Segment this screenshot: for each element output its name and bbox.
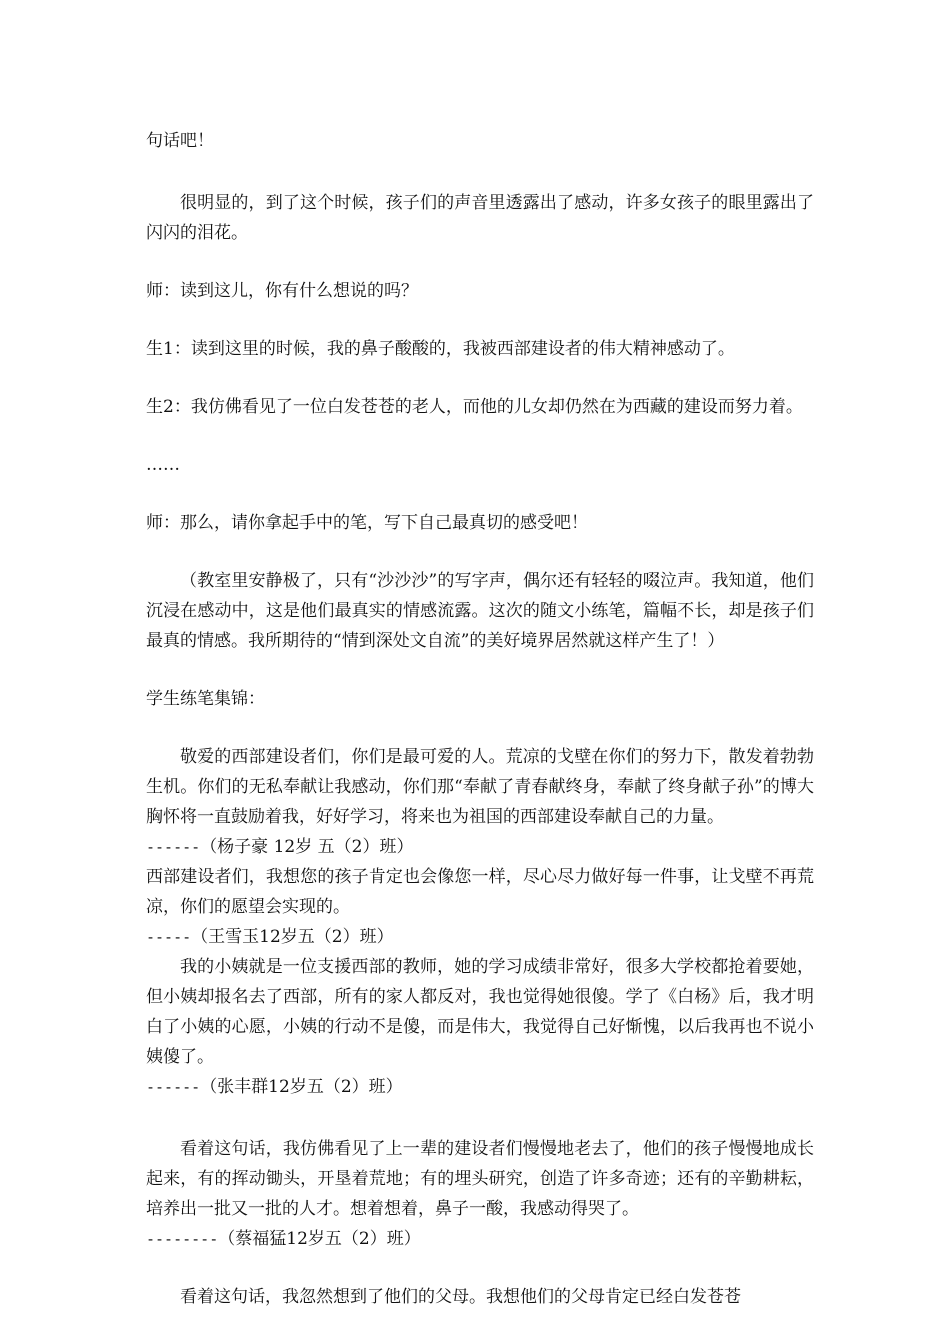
paragraph-1: 句话吧！ [146, 131, 214, 151]
signature-1-text: （杨子豪 12岁 五（2）班） [200, 837, 414, 857]
paragraph-4: 生1：读到这里的时候，我的鼻子酸酸的，我被西部建设者的伟大精神感动了。 [146, 339, 735, 359]
paragraph-5: 生2：我仿佛看见了一位白发苍苍的老人，而他的儿女却仍然在为西藏的建设而努力着。 [146, 397, 803, 417]
paragraph-8: （教室里安静极了，只有“沙沙沙”的写字声，偶尔还有轻轻的啜泣声。我知道，他们沉浸在感动中，这是他们最真实的情感流露。这次的随文小练笔，篇幅不长，却是孩子们最真的情感。我所期待的“情到深处文自流”的美好境界居然就这样产生了！） [146, 571, 814, 651]
student-essay-2: 西部建设者们，我想您的孩子肯定也会像您一样，尽心尽力做好每一件事，让戈壁不再荒凉，你们的愿望会实现的。 [146, 867, 814, 917]
signature-1 [146, 832, 814, 862]
paragraph-6-ellipsis: …… [146, 455, 180, 475]
paragraph-2: 很明显的，到了这个时候，孩子们的声音里透露出了感动，许多女孩子的眼里露出了闪闪的泪花。 [146, 193, 814, 243]
document-body [146, 126, 814, 1312]
signature-3-text: （张丰群12岁五（2）班） [200, 1077, 403, 1097]
signature-4-dash: -------- [146, 1230, 219, 1248]
paragraph-7: 师：那么，请你拿起手中的笔，写下自己最真切的感受吧！ [146, 513, 588, 533]
student-essay-5: 看着这句话，我忽然想到了他们的父母。我想他们的父母肯定已经白发苍苍 [180, 1287, 741, 1307]
signature-2-text: （王雪玉12岁五（2）班） [191, 927, 394, 947]
signature-4 [146, 1224, 814, 1254]
student-essay-3: 我的小姨就是一位支援西部的教师，她的学习成绩非常好，很多大学校都抢着要她，但小姨却报名去了西部，所有的家人都反对，我也觉得她很傻。学了《白杨》后，我才明白了小姨的心愿，小姨的行动不是傻，而是伟大，我觉得自己好惭愧，以后我再也不说小姨傻了。 [146, 957, 814, 1067]
signature-2-dash: ----- [146, 928, 192, 946]
signature-2 [146, 922, 814, 952]
signature-1-dash: ------ [146, 838, 201, 856]
signature-3-dash: ------ [146, 1078, 201, 1096]
paragraph-3: 师：读到这儿，你有什么想说的吗？ [146, 281, 418, 301]
student-essay-1: 敬爱的西部建设者们，你们是最可爱的人。荒凉的戈壁在你们的努力下，散发着勃勃生机。你们的无私奉献让我感动，你们那“奉献了青春献终身，奉献了终身献子孙”的博大胸怀将一直鼓励着我，好好学习，将来也为祖国的西部建设奉献自己的力量。 [146, 747, 814, 827]
signature-4-text: （蔡福猛12岁五（2）班） [218, 1229, 421, 1249]
student-essay-4: 看着这句话，我仿佛看见了上一辈的建设者们慢慢地老去了，他们的孩子慢慢地成长起来，有的挥动锄头，开垦着荒地；有的埋头研究，创造了许多奇迹；还有的辛勤耕耘，培养出一批又一批的人才。想着想着，鼻子一酸，我感动得哭了。 [146, 1139, 814, 1219]
signature-3 [146, 1072, 814, 1102]
section-heading: 学生练笔集锦： [146, 689, 265, 709]
